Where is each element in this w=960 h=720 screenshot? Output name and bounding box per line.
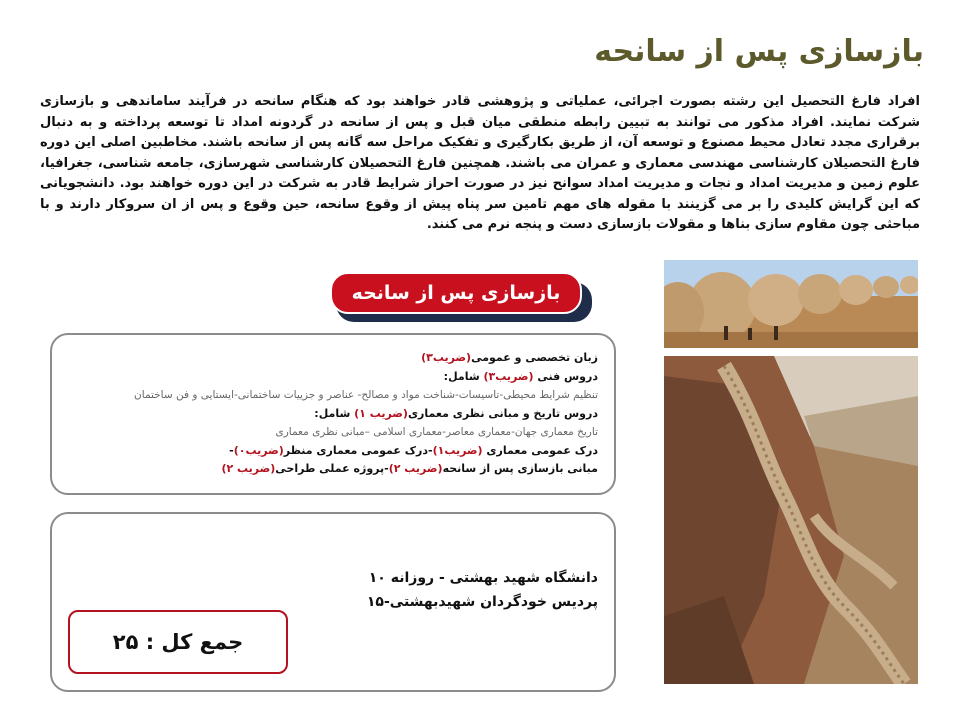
coefficient-label: (ضریب۳) [483, 369, 534, 383]
course-text: دروس تاریخ و مبانی نظری معماری [407, 406, 598, 420]
course-text: دروس فنی [533, 369, 598, 383]
course-line-technical [66, 368, 598, 387]
course-sub-history: تاریخ معماری جهان-معماری معاصر-معماری اسلامی –مبانی نظری معماری [275, 426, 598, 438]
coefficient-label: (ضریب۳) [421, 351, 472, 364]
course-text: مبانی بازسازی پس از سانحه [442, 462, 598, 475]
courses-box [50, 333, 616, 495]
university-line-campus: پردیس خودگردان شهیدبهشتی-۱۵ [366, 594, 598, 610]
course-text: شامل: [314, 406, 355, 420]
course-text: شامل: [443, 369, 484, 383]
course-text: - [229, 443, 234, 457]
course-text: زبان تخصصی و عمومی [471, 351, 598, 364]
banner-label: بازسازی پس از سانحه [330, 272, 582, 314]
university-line-daytime: دانشگاه شهید بهشتی - روزانه ۱۰ [368, 570, 598, 586]
coefficient-label: (ضریب ۲) [388, 462, 443, 475]
page-title: بازسازی پس از سانحه [594, 34, 924, 69]
course-line-reconstruction [66, 460, 598, 479]
course-line-general [66, 442, 598, 461]
mountain-stairs-illustration [664, 356, 918, 684]
university-capacity [298, 566, 598, 614]
course-sub-technical: تنظیم شرایط محیطی-تاسیسات-شناخت مواد و مصالح- عناصر و جزییات ساختمانی-ایستایی و فن ساختمان [134, 389, 598, 401]
course-text: -درک عمومی معماری منظر [283, 443, 433, 457]
mountain-stairs-photo [664, 356, 918, 684]
domed-buildings-illustration [664, 260, 918, 348]
intro-paragraph: افراد فارغ التحصیل این رشته بصورت اجرائی، عملیاتی و پژوهشی قادر خواهند بود که هنگام سانحه در فرآیند ساماندهی و بازسازی شرکت نمایند. افراد مذکور می توانند به تبیین رابطه منطقی میان قبل و پس از سانحه در گردونه امداد تا توسعه پرداخته و به دنبال برقراری مجدد تعادل محیط مصنوع و توسعه آن، از طریق بکارگیری و تفکیک مراحل سه گانه پس از سانحه باشند. مخاطبین اصلی این دوره فارغ التحصیلان کارشناسی مهندسی معماری و عمران می باشند. همچنین فارغ التحصیلان کارشناسی شهرسازی، جامعه شناسی، جغرافیا، علوم زمین و مدیریت امداد و نجات و مدیریت امداد سوانح نیز در صورت احراز شرایط قادر به شرکت در این دوره خواهند بود. دانشجویانی که این گرایش کلیدی را بر می گزینند با مقوله های مهم تامین سر پناه پیش از وقوع سانحه، حین وقوع و پس از ان سروکار دارند و با مباحثی چون مقاوم سازی بناها و مقولات بازسازی دست و پنجه نرم می کنند. [40, 94, 920, 232]
coefficient-label: (ضریب ۲) [221, 462, 276, 475]
course-line-history [66, 405, 598, 424]
course-line-language [66, 349, 598, 368]
courses-list [66, 349, 598, 479]
total-capacity-badge: جمع کل : ۲۵ [68, 610, 288, 674]
coefficient-label: (ضریب ۱) [354, 406, 408, 420]
coefficient-label: (ضریب۱) [432, 443, 483, 457]
course-text: درک عمومی معماری [482, 443, 598, 457]
domed-buildings-photo [664, 260, 918, 348]
course-text: -پروژه عملی طراحی [275, 462, 389, 475]
section-banner [330, 272, 592, 322]
coefficient-label: (ضریب۰) [233, 443, 284, 457]
capacity-box [50, 512, 616, 692]
